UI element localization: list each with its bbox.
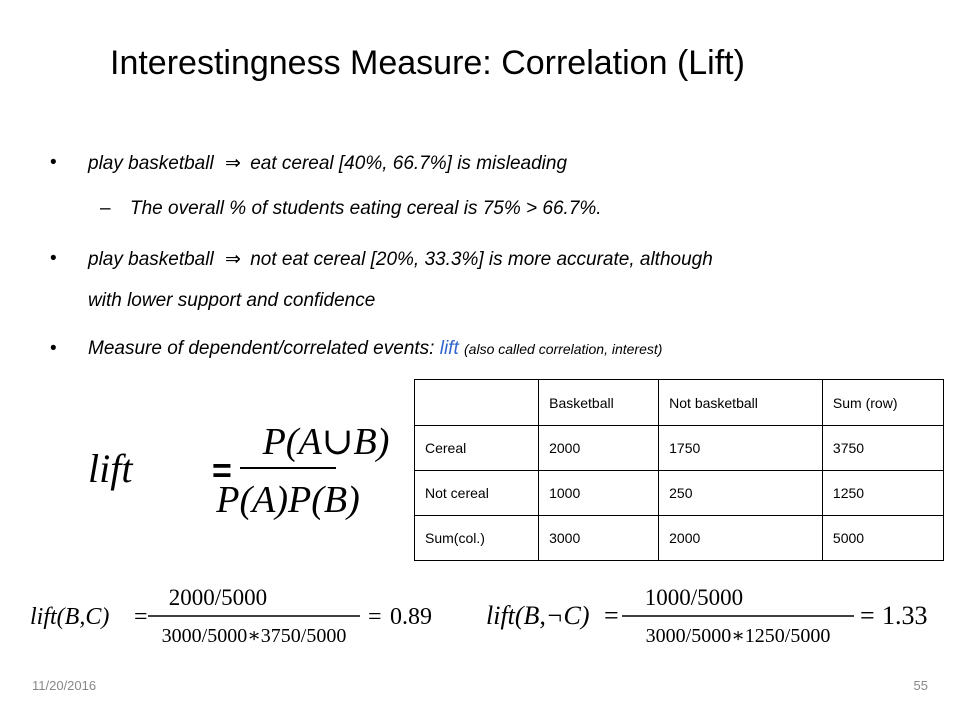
lift-b-not-c-lhs: lift(B,¬C) — [486, 601, 590, 630]
equals-sign: = — [604, 601, 619, 630]
bullet-1-left: play basketball — [88, 153, 214, 174]
bullet-2 — [50, 248, 713, 271]
bullet-3-note: (also called correlation, interest) — [464, 341, 663, 357]
slide-title: Interestingness Measure: Correlation (Lift) — [110, 44, 745, 82]
lift-b-not-c-result: 1.33 — [882, 601, 928, 630]
equals-sign: = — [860, 601, 875, 630]
table-cell: 250 — [659, 471, 823, 516]
bullet-2-left: play basketball — [88, 249, 214, 270]
lift-bc-lhs: lift(B,C) — [30, 604, 110, 630]
table-row — [415, 471, 944, 516]
bullet-1-right: eat cereal [40%, 66.7%] is misleading — [250, 153, 568, 174]
lift-bc-formula — [28, 580, 448, 650]
equals-sign: = — [212, 452, 232, 490]
lift-b-not-c-numerator: 1000/5000 — [644, 585, 744, 610]
table-cell: 2000 — [659, 516, 823, 561]
bullet-2-line2: with lower support and confidence — [88, 290, 376, 311]
lift-bc-numerator: 2000/5000 — [168, 585, 268, 610]
table-header-cell: Sum (row) — [822, 380, 943, 426]
page-number: 55 — [913, 678, 928, 693]
equals-sign: = — [134, 604, 148, 630]
lift-formula-lhs: lift — [88, 446, 133, 491]
table-header-cell — [415, 380, 539, 426]
implies-arrow-icon: ⇒ — [224, 153, 241, 174]
bullet-1 — [50, 152, 568, 175]
bullet-dot: • — [50, 152, 57, 173]
table-row — [415, 426, 944, 471]
lift-bc-denominator: 3000/5000∗3750/5000 — [161, 625, 347, 647]
bullet-dot: • — [50, 338, 57, 359]
table-cell: 3750 — [822, 426, 943, 471]
lift-b-not-c-formula — [484, 580, 944, 650]
bullet-dot: • — [50, 248, 57, 269]
dash-icon: – — [100, 198, 111, 219]
bullet-3-text: Measure of dependent/correlated events: — [88, 338, 440, 359]
sub-bullet-1 — [100, 198, 602, 220]
lift-formula-denominator: P(A)P(B) — [216, 479, 360, 521]
table-cell: 5000 — [822, 516, 943, 561]
implies-arrow-icon: ⇒ — [224, 249, 241, 270]
table-header-cell: Basketball — [539, 380, 659, 426]
equals-sign: = — [368, 604, 382, 630]
lift-formula-numerator: P(A∪B) — [262, 421, 390, 463]
bullet-2-right: not eat cereal [20%, 33.3%] is more accurate, although — [250, 249, 713, 270]
table-cell: Not cereal — [415, 471, 539, 516]
lift-b-not-c-denominator: 3000/5000∗1250/5000 — [645, 625, 831, 647]
table-cell: 2000 — [539, 426, 659, 471]
bullet-3 — [50, 338, 663, 360]
contingency-table — [414, 379, 944, 561]
lift-formula — [80, 410, 390, 530]
table-header-row — [415, 380, 944, 426]
table-cell: Sum(col.) — [415, 516, 539, 561]
table-cell: 1000 — [539, 471, 659, 516]
table-cell: 3000 — [539, 516, 659, 561]
table-cell: Cereal — [415, 426, 539, 471]
table-row — [415, 516, 944, 561]
table-header-cell: Not basketball — [659, 380, 823, 426]
table-cell: 1250 — [822, 471, 943, 516]
lift-bc-result: 0.89 — [390, 604, 432, 630]
sub-bullet-1-text: The overall % of students eating cereal is 75% > 66.7%. — [130, 198, 602, 219]
table-cell: 1750 — [659, 426, 823, 471]
footer-date: 11/20/2016 — [32, 678, 97, 693]
lift-term: lift — [439, 338, 459, 359]
